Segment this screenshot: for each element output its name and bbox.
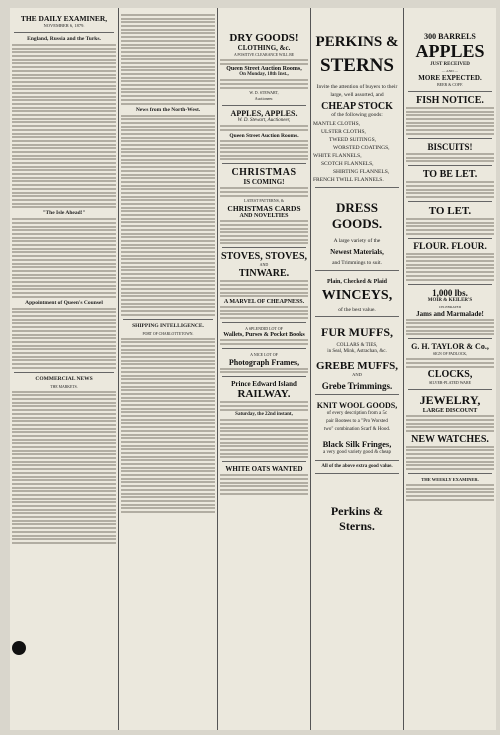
ad-line: A NICE LOT OF <box>250 351 278 357</box>
ad-body <box>220 140 308 160</box>
shipping-list <box>121 338 215 513</box>
article-body <box>12 44 116 208</box>
ad-headline: APPLES, APPLES. <box>230 109 298 119</box>
ad-body <box>220 368 308 374</box>
ad-line: a very good variety good & cheap <box>322 450 392 455</box>
divider <box>408 238 492 239</box>
divider <box>222 376 306 377</box>
ad-headline: 1,000 lbs. <box>432 287 468 298</box>
ad-headline: FISH NOTICE. <box>416 95 484 106</box>
ad-body <box>406 218 494 235</box>
ad-headline: Newest Materials, <box>330 248 384 256</box>
ad-body <box>220 306 308 319</box>
ad-line: BEER & COFF. <box>436 82 464 87</box>
ad-body <box>220 339 308 345</box>
column-news-2 <box>121 8 215 730</box>
ad-body <box>220 125 308 131</box>
divider <box>222 461 306 462</box>
ad-line: two" combination Scarf & Hood. <box>323 427 391 432</box>
ad-headline: GREBE MUFFS, <box>316 360 398 372</box>
column-rule <box>118 8 119 730</box>
ad-body <box>220 280 308 297</box>
divider <box>408 473 492 474</box>
column-rule <box>217 8 218 730</box>
ad-line: of the following goods: <box>331 112 383 118</box>
ad-body <box>406 415 494 432</box>
divider <box>408 284 492 285</box>
ad-line: MOIR & KEILER'S <box>427 297 473 303</box>
article-headline: Appointment of Queen's Counsel <box>25 299 103 306</box>
ad-item: ULSTER CLOTHS, <box>321 129 366 135</box>
article-headline: News from the North-West. <box>135 106 201 113</box>
ad-headline: FUR MUFFS, <box>321 325 393 339</box>
divider <box>408 389 492 390</box>
ad-item: SHIRTING FLANNELS, <box>333 169 390 175</box>
ad-headline: Prince Edward Island <box>231 380 297 389</box>
ad-body <box>220 401 308 410</box>
ad-item: FRENCH TWILL FLANNELS. <box>313 177 384 183</box>
ad-intro: Invite the attention of buyers to their large, well assorted, and <box>316 84 398 98</box>
newspaper-page <box>10 8 496 730</box>
ad-subheadline: CLOTHING, &c. <box>237 44 291 52</box>
ad-headline: KNIT WOOL GOODS, <box>316 401 398 410</box>
ad-headline: WINCEYS, <box>321 288 393 303</box>
article-body <box>12 218 116 297</box>
ad-headline: STOVES, STOVES, <box>220 251 308 263</box>
column-rule <box>403 8 404 730</box>
ad-signature: Perkins & Sterns. <box>330 504 384 533</box>
ad-line: in Seal, Mink, Astrachan, &c. <box>327 349 387 354</box>
ad-body <box>406 253 494 281</box>
ad-line: and Trimmings to suit. <box>332 260 382 266</box>
divider <box>408 165 492 166</box>
column-news-1 <box>12 8 116 730</box>
ad-body <box>406 107 494 135</box>
ad-line: CELEBRATED <box>438 304 462 309</box>
ad-date: On Monday, 18th Inst., <box>239 72 289 78</box>
ad-item: WORSTED COATINGS, <box>333 145 390 151</box>
ad-headline: A MARVEL OF CHEAPNESS. <box>223 298 305 305</box>
divider <box>408 91 492 92</box>
ad-headline: TO LET. <box>428 204 472 217</box>
ad-body <box>406 484 494 501</box>
ad-headline: CHEAP STOCK <box>321 101 393 112</box>
ad-headline: TO BE LET. <box>422 169 478 181</box>
divider <box>14 32 114 33</box>
ad-headline: RAILWAY. <box>237 388 291 401</box>
ad-item: WHITE FLANNELS, <box>313 153 362 159</box>
article-body <box>12 391 116 544</box>
ad-byline: W. D. Stewart, Auctioneer, <box>237 118 291 124</box>
article-body <box>12 308 116 369</box>
column-rule <box>310 8 311 730</box>
ad-headline: AND NOVELTIES <box>239 213 289 220</box>
ad-headline: DRY GOODS! <box>229 32 299 44</box>
ad-line: THE WEEKLY EXAMINER. <box>421 476 479 482</box>
ad-item: TWEED SUITINGS, <box>329 137 377 143</box>
ad-body <box>220 59 308 65</box>
ad-line: of every description from a 5c <box>326 411 388 416</box>
ad-line: LATEST PATTERNS, & <box>244 198 284 204</box>
divider <box>222 322 306 323</box>
subheading: PORT OF CHARLOTTETOWN. <box>142 331 194 336</box>
article-body <box>121 115 215 316</box>
ad-item: SCOTCH FLANNELS, <box>321 161 374 167</box>
ad-headline: Jams and Marmalade! <box>416 309 484 318</box>
ad-headline: IS COMING! <box>243 178 285 187</box>
divider <box>315 316 399 317</box>
ad-headline: STERNS <box>320 55 394 76</box>
divider <box>14 372 114 373</box>
ad-headline: FLOUR. FLOUR. <box>413 241 487 252</box>
ad-headline: Grebe Trimmings. <box>321 381 393 391</box>
ad-line: AND <box>352 372 362 377</box>
ad-item: MANTLE CLOTHS, <box>313 121 361 127</box>
binding-hole <box>12 641 26 655</box>
ad-headline: NEW WATCHES. <box>411 433 489 445</box>
subheading: THE MARKETS. <box>50 384 78 389</box>
section-heading: COMMERCIAL NEWS <box>35 375 93 382</box>
divider <box>315 473 399 474</box>
column-ads-5 <box>406 8 494 730</box>
divider <box>123 319 213 320</box>
ad-headline: WHITE OATS WANTED <box>225 465 303 474</box>
ad-line: Saturday, the 22nd instant, <box>235 412 293 418</box>
divider <box>315 270 399 271</box>
divider <box>315 460 399 461</box>
ad-headline: Photograph Frames, <box>228 357 300 367</box>
article-headline: "The Isle Ahead!" <box>42 210 86 217</box>
ad-headline: TINWARE. <box>238 268 290 280</box>
article-body <box>121 14 215 105</box>
ad-headline: Plain, Checked & Plaid <box>326 279 387 285</box>
divider <box>222 105 306 106</box>
ad-body <box>406 181 494 198</box>
ad-headline: CHRISTMAS <box>231 167 297 179</box>
ad-headline: G. H. TAYLOR & Co., <box>411 342 489 352</box>
divider <box>222 348 306 349</box>
ad-headline: MORE EXPECTED. <box>418 74 482 82</box>
divider <box>315 187 399 188</box>
ad-body <box>406 358 494 367</box>
ad-headline: PERKINS & <box>315 34 399 50</box>
ad-line: A large variety of the <box>333 238 381 244</box>
ad-headline: Wallets, Purses & Pocket Books <box>223 331 305 338</box>
issue-date: NOVEMBER 6, 1879. <box>43 23 85 28</box>
ad-line: pair Bootees to a "Pro Worsted <box>326 419 388 424</box>
ad-headline: 300 BARRELS <box>424 32 476 41</box>
ad-body <box>220 474 308 494</box>
article-headline: England, Russia and the Turks. <box>27 36 101 42</box>
ad-location: Queen Street Auction Rooms, <box>226 66 302 73</box>
ad-body <box>406 446 494 470</box>
divider <box>408 138 492 139</box>
ad-line: — AND — <box>441 69 459 73</box>
ad-line: A POSITIVE CLEARANCE WILL BE <box>233 53 295 57</box>
masthead: THE DAILY EXAMINER, <box>20 14 108 23</box>
ad-headline: APPLES <box>415 41 485 61</box>
ad-line: AND <box>259 262 269 268</box>
divider <box>222 247 306 248</box>
divider <box>222 163 306 164</box>
column-ads-4 <box>313 8 401 730</box>
ad-line: JUST RECEIVED <box>430 62 470 67</box>
ad-name: W. D. STEWART, <box>249 90 279 96</box>
ad-headline: LARGE DISCOUNT <box>422 408 478 415</box>
ad-location: Queen Street Auction Rooms. <box>229 132 299 139</box>
ad-body <box>220 79 308 88</box>
ad-body <box>220 220 308 244</box>
ad-body <box>220 419 308 458</box>
section-heading: SHIPPING INTELLIGENCE. <box>132 322 204 329</box>
column-ads-3 <box>220 8 308 730</box>
ad-body <box>406 153 494 162</box>
divider <box>408 338 492 339</box>
ad-body <box>406 319 494 336</box>
ad-headline: BISCUITS! <box>427 141 473 152</box>
ad-line: SILVER-PLATED WARE <box>428 380 472 386</box>
ad-headline: Black Silk Fringes, <box>322 439 392 449</box>
ad-line: SIGN OF PADLOCK, <box>432 352 468 357</box>
ad-line: A SPLENDID LOT OF <box>245 325 283 331</box>
divider <box>315 394 399 395</box>
ad-line: of the best value. <box>338 307 376 313</box>
ad-headline: CLOCKS, <box>427 369 473 381</box>
ad-role: Auctioneer. <box>254 96 274 102</box>
ad-line: All of the above extra good value. <box>321 464 393 469</box>
ad-body <box>220 187 308 196</box>
ad-headline: CHRISTMAS CARDS <box>227 204 301 214</box>
ad-headline: JEWELRY, <box>419 393 481 408</box>
divider <box>408 201 492 202</box>
ad-headline: DRESS GOODS. <box>331 200 383 231</box>
ad-line: COLLARS & TIES, <box>336 343 378 348</box>
